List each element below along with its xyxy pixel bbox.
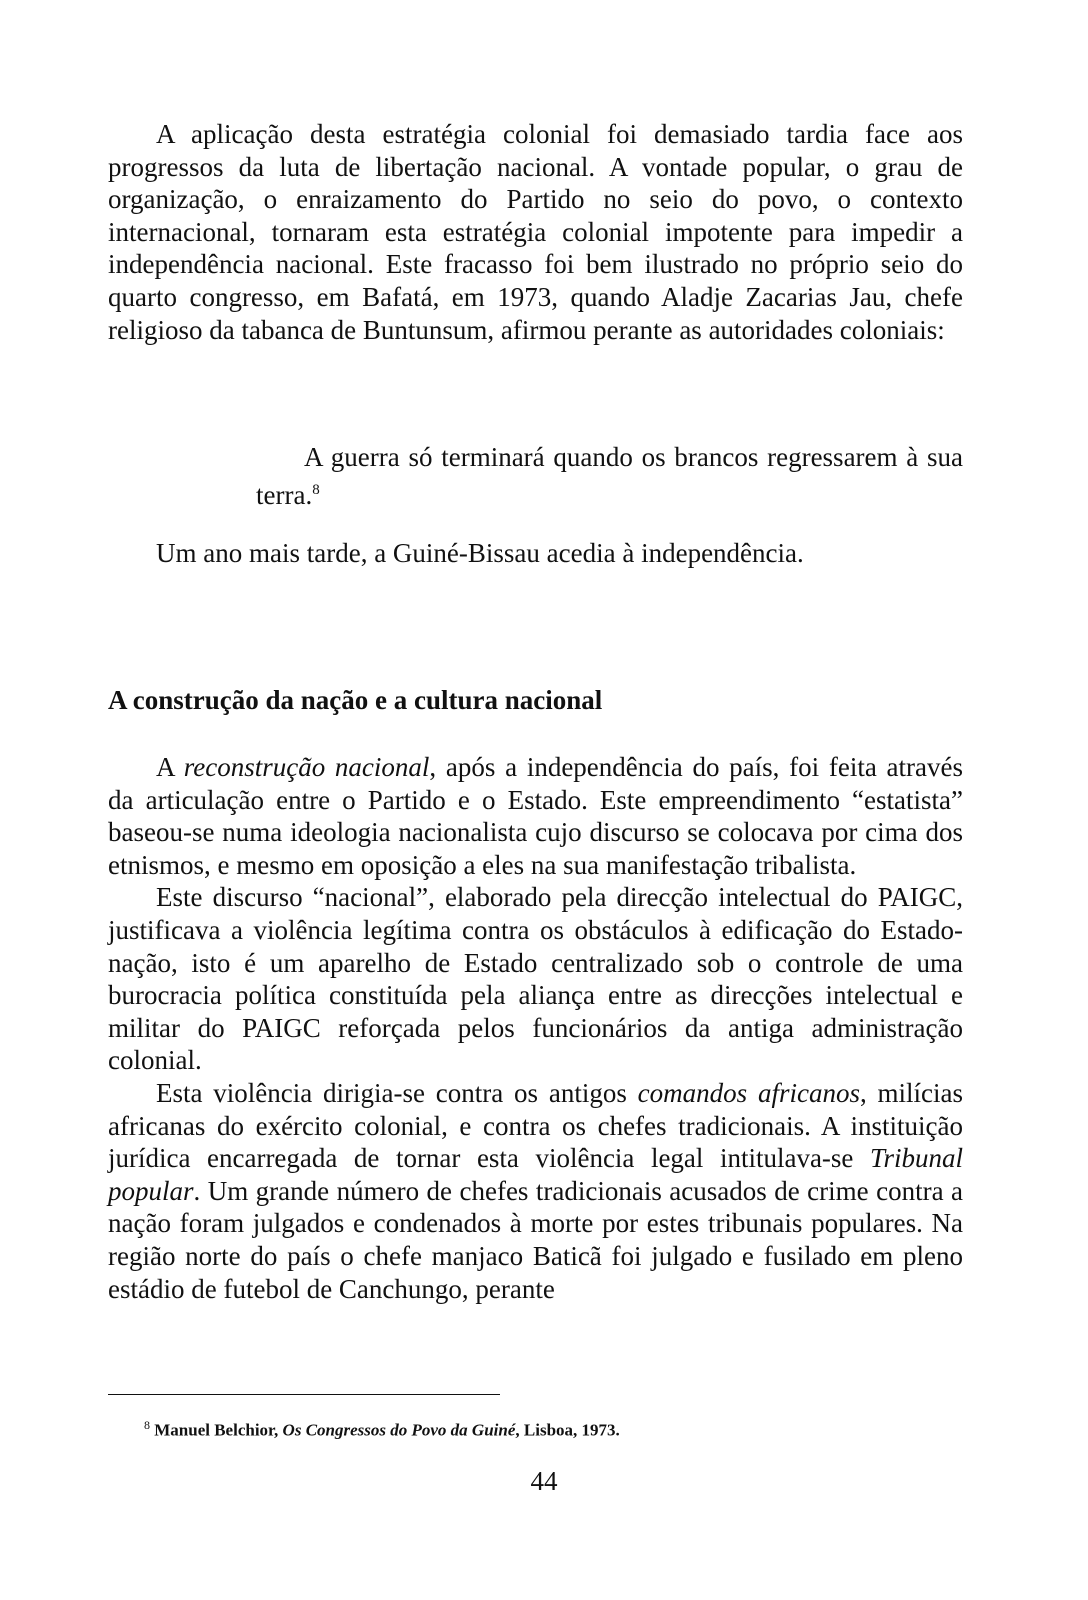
- footnote-divider: [108, 1394, 500, 1395]
- paragraph-5: Esta violência dirigia-se contra os antigos comandos africanos, milícias africanas do exército colonial, e contra os chefes tradicionais. A instituição jurídica encarregada de tornar esta violência legal intitulava-se Tribunal popular. Um grande número de chefes tradicionais acusados de crime contra a nação foram julgados e condenados à morte por estes tribunais populares. Na região norte do país o chefe manjaco Baticã foi julgado e fusilado em pleno estádio de futebol de Canchungo, perante: [108, 1077, 963, 1304]
- paragraph-4: Este discurso “nacional”, elaborado pela direcção intelectual do PAIGC, justificava a violência legítima contra os obstáculos à edificação do Estado-nação, isto é um aparelho de Estado centralizado sob o controle de uma burocracia política constituída pela aliança entre as direcções intelectual e militar do PAIGC reforçada pelos funcionários da antiga administração colonial.: [108, 882, 963, 1076]
- section-heading: A construção da nação e a cultura nacional: [108, 685, 603, 715]
- page-number: 44: [530, 1466, 558, 1496]
- paragraph-2: [108, 537, 963, 570]
- section-body: [108, 751, 963, 1305]
- paragraph-text: Um ano mais tarde, a Guiné-Bissau acedia à independência.: [156, 538, 804, 568]
- quote-text: A guerra só terminará quando os brancos regressarem à sua terra.: [256, 442, 963, 510]
- paragraph-3: A reconstrução nacional, após a independência do país, foi feita através da articulação entre o Partido e o Estado. Este empreendimento “estatista” baseou-se numa ideologia nacionalista cujo discurso se colocava por cima dos etnismos, e mesmo em oposição a eles na sua manifestação tribalista.: [108, 752, 963, 880]
- footnote-ref: 8: [312, 481, 320, 498]
- block-quote: [256, 441, 963, 511]
- paragraph-text: A aplicação desta estratégia colonial foi demasiado tardia face aos progressos da luta de libertação nacional. A vontade popular, o grau de organização, o enraizamento do Partido no seio do povo, o contexto internacional, tornaram esta estratégia colonial impotente para impedir a independência nacional. Este fracasso foi bem ilustrado no próprio seio do quarto congresso, em Bafatá, em 1973, quando Aladje Zacarias Jau, chefe religioso da tabanca de Buntunsum, afirmou perante as autoridades coloniais:: [108, 119, 963, 345]
- paragraph-1: [108, 118, 963, 346]
- footnote: $^8$ Manuel Belchior, Os Congressos do Povo da Guiné, Lisboa, 1973.: [144, 1418, 620, 1440]
- footnote-number: 8: [144, 1418, 150, 1432]
